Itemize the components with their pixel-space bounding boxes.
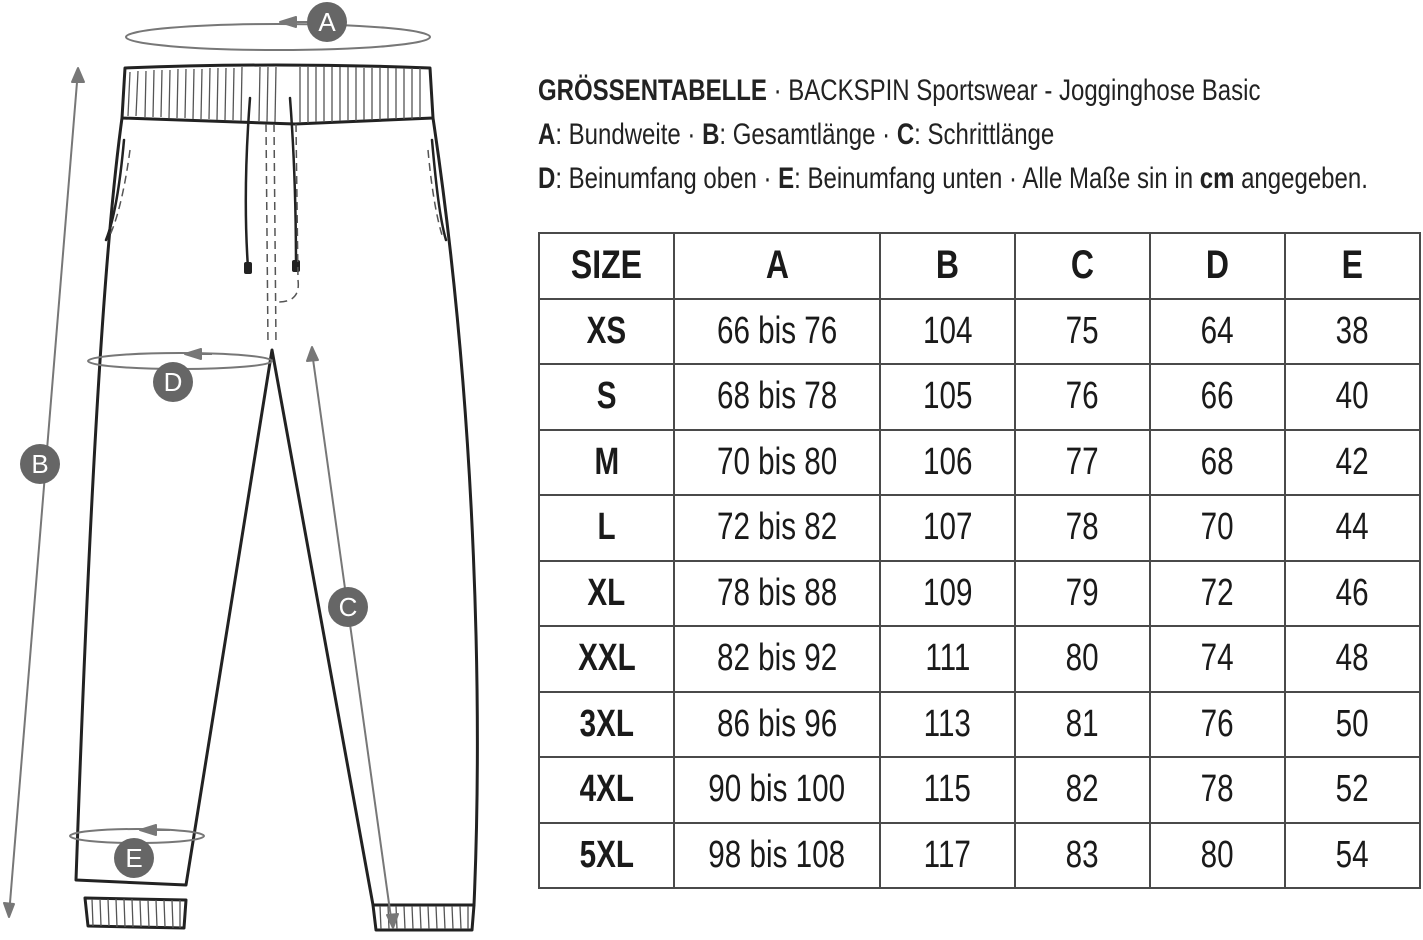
legend-line-1 xyxy=(538,118,1246,152)
size-table xyxy=(538,232,1421,889)
cell-b: 113 xyxy=(880,692,1015,758)
marker-A xyxy=(307,2,347,42)
table-row xyxy=(539,430,1420,496)
measure-B-line xyxy=(9,70,78,915)
legend-text: : Gesamtlänge · xyxy=(719,118,897,151)
cell-size: 3XL xyxy=(539,692,674,758)
cell-d: 78 xyxy=(1150,757,1285,823)
cell-size: 4XL xyxy=(539,757,674,823)
pants-outline xyxy=(76,118,477,905)
table-row xyxy=(539,364,1420,430)
cell-a: 66 bis 76 xyxy=(674,299,880,365)
measure-A-ellipse xyxy=(126,24,430,50)
cell-c: 77 xyxy=(1015,430,1150,496)
table-row xyxy=(539,561,1420,627)
legend-text: : Schrittlänge xyxy=(914,118,1055,151)
cell-a: 68 bis 78 xyxy=(674,364,880,430)
cell-e: 50 xyxy=(1285,692,1420,758)
cell-size: S xyxy=(539,364,674,430)
cell-b: 107 xyxy=(880,495,1015,561)
header-size: SIZE xyxy=(539,233,674,299)
legend-text: : Bundweite · xyxy=(555,118,703,151)
cell-d: 70 xyxy=(1150,495,1285,561)
cell-d: 72 xyxy=(1150,561,1285,627)
cell-a: 72 bis 82 xyxy=(674,495,880,561)
legend-key: A xyxy=(538,118,556,151)
title-bold: GRÖSSENTABELLE xyxy=(538,74,767,107)
svg-text:B: B xyxy=(31,449,49,479)
cell-e: 42 xyxy=(1285,430,1420,496)
cell-b: 106 xyxy=(880,430,1015,496)
cell-e: 46 xyxy=(1285,561,1420,627)
legend-key: B xyxy=(702,118,720,151)
pants-illustration xyxy=(0,0,520,940)
legend-key: E xyxy=(778,162,795,195)
table-row xyxy=(539,626,1420,692)
header-a: A xyxy=(674,233,880,299)
cell-e: 44 xyxy=(1285,495,1420,561)
cell-b: 105 xyxy=(880,364,1015,430)
legend-key: C xyxy=(896,118,915,151)
table-row xyxy=(539,495,1420,561)
cell-b: 117 xyxy=(880,823,1015,889)
cell-c: 80 xyxy=(1015,626,1150,692)
cell-size: XL xyxy=(539,561,674,627)
cell-d: 64 xyxy=(1150,299,1285,365)
cell-d: 76 xyxy=(1150,692,1285,758)
cell-e: 52 xyxy=(1285,757,1420,823)
cell-size: XS xyxy=(539,299,674,365)
marker-D xyxy=(153,362,193,402)
cell-e: 38 xyxy=(1285,299,1420,365)
title-rest: · BACKSPIN Sportswear - Jogginghose Basic xyxy=(766,74,1261,107)
cell-a: 78 bis 88 xyxy=(674,561,880,627)
svg-text:D: D xyxy=(163,367,183,397)
cell-a: 82 bis 92 xyxy=(674,626,880,692)
svg-text:C: C xyxy=(338,592,358,622)
cell-c: 79 xyxy=(1015,561,1150,627)
cell-a: 98 bis 108 xyxy=(674,823,880,889)
cell-e: 48 xyxy=(1285,626,1420,692)
cell-b: 109 xyxy=(880,561,1015,627)
cell-size: 5XL xyxy=(539,823,674,889)
header-b: B xyxy=(880,233,1015,299)
header-d: D xyxy=(1150,233,1285,299)
cell-d: 74 xyxy=(1150,626,1285,692)
unit-cm: cm xyxy=(1199,162,1235,195)
legend-key: D xyxy=(538,162,556,195)
cell-c: 82 xyxy=(1015,757,1150,823)
cell-c: 75 xyxy=(1015,299,1150,365)
legend-text: angegeben. xyxy=(1234,162,1368,195)
cell-b: 115 xyxy=(880,757,1015,823)
legend-text: : Beinumfang oben · xyxy=(555,162,779,195)
legend-text: : Beinumfang unten · Alle Maße sin in xyxy=(794,162,1200,195)
cell-size: XXL xyxy=(539,626,674,692)
cell-d: 66 xyxy=(1150,364,1285,430)
cell-c: 78 xyxy=(1015,495,1150,561)
cell-size: M xyxy=(539,430,674,496)
cell-c: 83 xyxy=(1015,823,1150,889)
header-e: E xyxy=(1285,233,1420,299)
cell-a: 70 bis 80 xyxy=(674,430,880,496)
cell-d: 68 xyxy=(1150,430,1285,496)
svg-text:A: A xyxy=(318,7,336,37)
cell-b: 104 xyxy=(880,299,1015,365)
table-row xyxy=(539,692,1420,758)
cell-size: L xyxy=(539,495,674,561)
svg-text:E: E xyxy=(125,843,143,873)
size-chart-title xyxy=(538,74,1261,108)
marker-B xyxy=(20,444,60,484)
marker-C xyxy=(328,587,368,627)
cell-e: 54 xyxy=(1285,823,1420,889)
header-c: C xyxy=(1015,233,1150,299)
table-header-row xyxy=(539,233,1420,299)
marker-E xyxy=(114,838,154,878)
cell-c: 81 xyxy=(1015,692,1150,758)
cell-a: 90 bis 100 xyxy=(674,757,880,823)
table-row xyxy=(539,299,1420,365)
cell-e: 40 xyxy=(1285,364,1420,430)
table-row xyxy=(539,757,1420,823)
cell-b: 111 xyxy=(880,626,1015,692)
legend-line-2 xyxy=(538,162,1368,196)
table-row xyxy=(539,823,1420,889)
cell-a: 86 bis 96 xyxy=(674,692,880,758)
cell-d: 80 xyxy=(1150,823,1285,889)
cell-c: 76 xyxy=(1015,364,1150,430)
